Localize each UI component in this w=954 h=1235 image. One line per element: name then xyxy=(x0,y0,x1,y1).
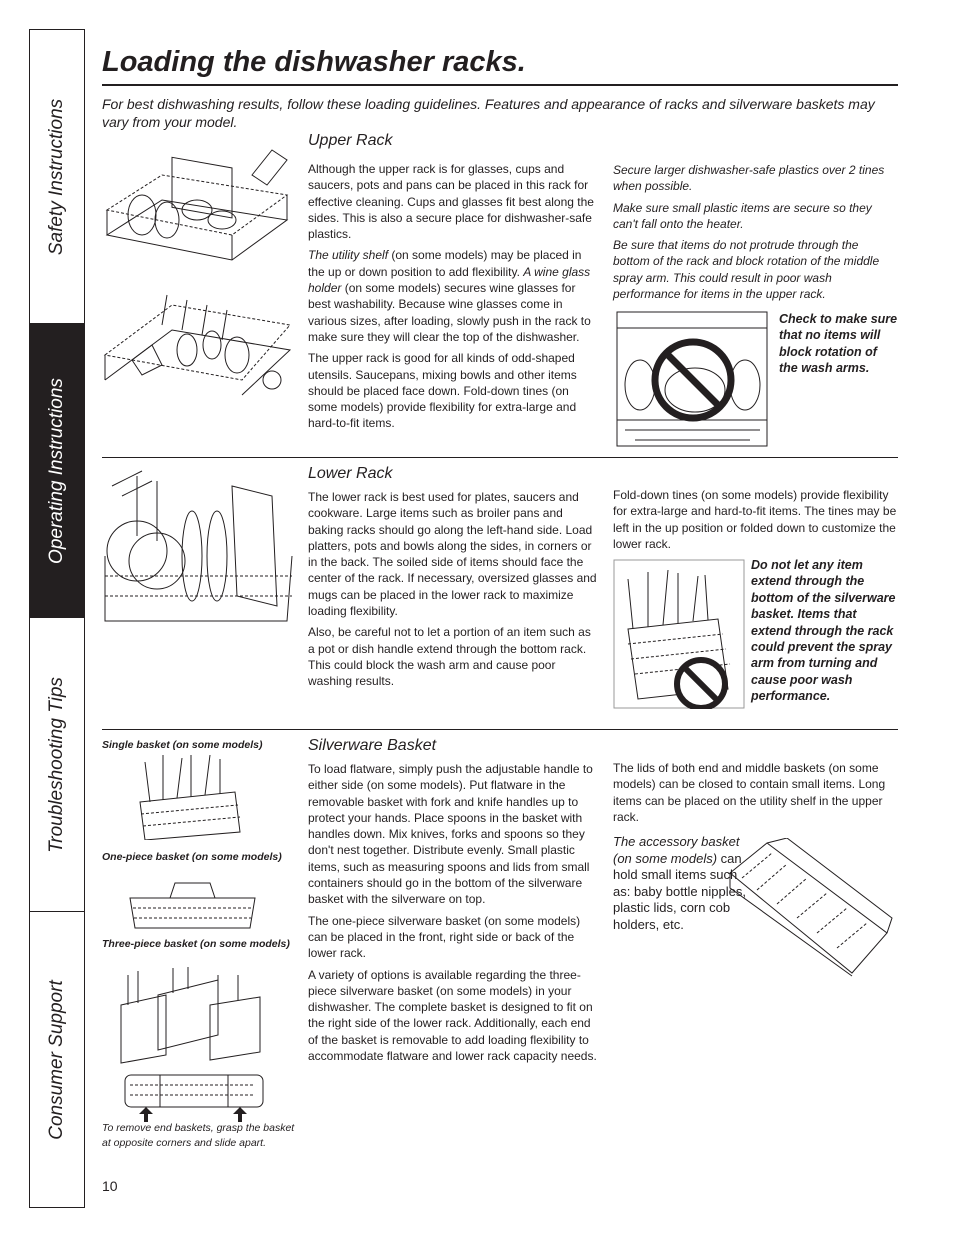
tab-consumer-support[interactable]: Consumer Support xyxy=(46,979,67,1140)
silverware-para-1: To load flatware, simply push the adjustable handle to either side (on some models). Put flatware in the removable basket with fork and knife handles up to protect your hands. Place spoons in the basket with handles down. Mix knives, forks and spoons so they don't nest together. Distribute evenly. Small plastic items, such as measuring spoons and lids from small containers should go in the bottom of the silverware basket with the silverware on top. xyxy=(308,762,593,907)
caption-single-basket: Single basket (on some models) xyxy=(102,739,263,751)
page-number: 10 xyxy=(102,1178,118,1194)
side-tabs xyxy=(29,29,85,1208)
silverware-basket-tip: The lids of both end and middle baskets (on some models) can be closed to contain small items. Long items can be placed on the utility shelf in the upper rack. xyxy=(613,761,886,824)
upper-rack-para-1: Although the upper rack is for glasses, cups and saucers, pots and pans can be placed in this rack for effective cleaning. Cups and glasses fit best along the sides. This is also a secure place for dishwasher-safe plastics. xyxy=(308,162,594,242)
upper-rack-illustration-1 xyxy=(102,135,292,270)
intro-text: For best dishwashing results, follow these loading guidelines. Features and appearance of racks and silverware baskets may vary from your model. xyxy=(102,96,875,130)
accessory-basket-illustration xyxy=(727,838,893,980)
tab-troubleshooting-tips[interactable]: Troubleshooting Tips xyxy=(30,618,84,912)
silverware-para-2: The one-piece silverware basket (on some models) can be placed in the front, right side or back of the lower rack. xyxy=(308,913,581,961)
upper-rack-heading: Upper Rack xyxy=(308,132,393,149)
title-rule xyxy=(102,84,898,86)
no-block-wash-arm-illustration xyxy=(615,310,770,448)
caption-one-piece-basket: One-piece basket (on some models) xyxy=(102,851,282,863)
one-piece-basket-illustration xyxy=(125,878,261,934)
upper-rack-illustration-2 xyxy=(102,285,292,397)
caption-three-piece-basket: Three-piece basket (on some models) xyxy=(102,938,290,950)
upper-tip-1: Secure larger dishwasher-safe plastics over 2 tines when possible. xyxy=(613,163,885,194)
upper-rack-tips xyxy=(613,162,898,307)
silverware-basket-heading: Silverware Basket xyxy=(308,737,437,754)
section-divider-2 xyxy=(102,729,898,730)
silverware-basket-warning-illustration xyxy=(613,559,745,709)
upper-rack-text xyxy=(308,161,598,437)
lower-rack-warning: Do not let any item extend through the bottom of the silverware basket. Items that extend through the rack could prevent the spray arm from turning and cause poor wash performance. xyxy=(751,558,896,704)
accessory-basket-text: The accessory basket (on some models) can hold small items such as: baby bottle nipples, plastic lids, corn cob holders, etc. xyxy=(613,834,746,932)
tab-operating-instructions[interactable]: Operating Instructions xyxy=(30,324,84,618)
caption-remove-end-baskets: To remove end baskets, grasp the basket at opposite corners and slide apart. xyxy=(102,1122,295,1149)
end-basket-removal-illustration xyxy=(120,1070,268,1125)
lower-rack-para-1: The lower rack is best used for plates, saucers and cookware. Large items such as broiler pans and baking racks should go along the left-hand side. Load platters, pots and bowls along the sides, in corners or in the back. The soiled side of items should face the center of the rack. If necessary, oversized glasses and mugs can be placed in the lower rack to maximize loading flexibility. xyxy=(308,490,597,619)
upper-tip-2: Make sure small plastic items are secure so they can't fall onto the heater. xyxy=(613,200,872,231)
page-title: Loading the dishwasher racks. xyxy=(102,46,526,78)
lower-rack-text xyxy=(308,489,598,695)
lower-rack-tip: Fold-down tines (on some models) provide flexibility for extra-large and hard-to-fit items. The tines may be left in the up position or folded down to customize the lower rack. xyxy=(613,488,897,551)
lower-rack-para-2: Also, be careful not to let a portion of an item such as a pot or dish handle extend through the bottom rack. This could block the wash arm and cause poor washing results. xyxy=(308,625,591,689)
lower-rack-heading: Lower Rack xyxy=(308,465,393,482)
upper-rack-para-2: The utility shelf (on some models) may be placed in the up or down position to add flexibility. A wine glass holder (on some models) secures wine glasses for best washability. Because wine glasses come in various sizes, after loading, slowly push in the rack to make sure they will clear the top of the dishwasher. xyxy=(308,248,591,344)
tab-safety-instructions[interactable]: Safety Instructions xyxy=(30,30,84,324)
upper-tip-3: Be sure that items do not protrude through the bottom of the rack and block rotation of the middle spray arm. This could result in poor wash performance for items in the upper rack. xyxy=(613,238,880,302)
upper-rack-warning: Check to make sure that no items will block rotation of the wash arms. xyxy=(779,312,898,376)
upper-rack-para-3: The upper rack is good for all kinds of odd-shaped utensils. Saucepans, mixing bowls and other items should be placed face down. Fold-down tines (on some models) provide flexibility for extra-large and hard-to-fit items. xyxy=(308,351,577,431)
silverware-para-3: A variety of options is available regarding the three-piece silverware basket (on some models) in your dishwasher. The complete basket is designed to fit on the right side of the lower rack. Additionally, each end of the basket is removable to add loading flexibility to accommodate flatware and lower rack capacity needs. xyxy=(308,967,597,1064)
three-piece-basket-illustration xyxy=(118,965,268,1065)
single-basket-illustration xyxy=(135,752,247,840)
silverware-basket-text xyxy=(308,761,598,1069)
lower-rack-illustration xyxy=(102,466,294,628)
section-divider-1 xyxy=(102,457,898,458)
